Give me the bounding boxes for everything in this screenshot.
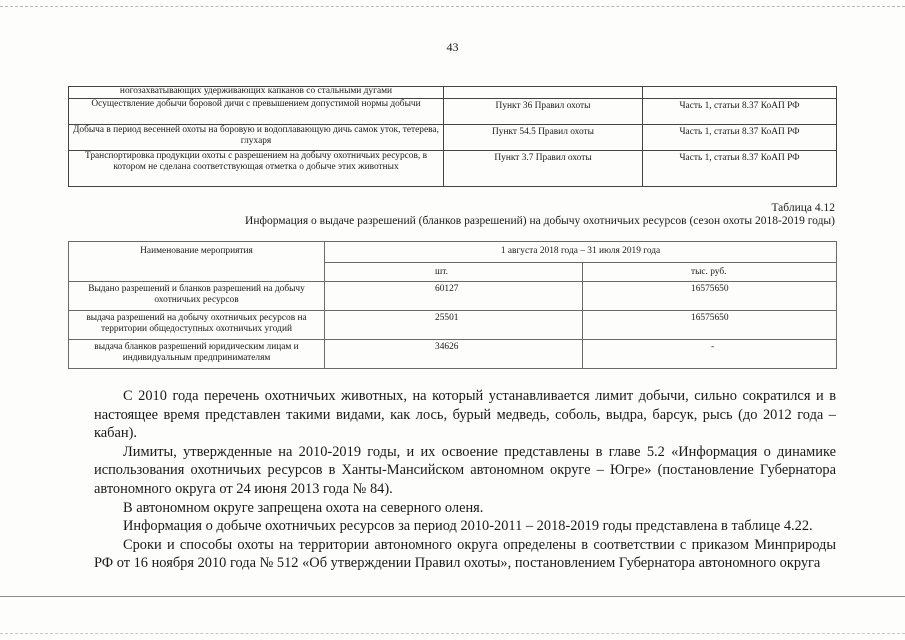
paragraph: В автономном округе запрещена охота на северного оленя.: [123, 499, 484, 516]
header-unit-sum: тыс. руб.: [583, 263, 837, 282]
table-caption-number: Таблица 4.12: [771, 202, 835, 214]
row-name-cell: выдача бланков разрешений юридическим лицам и индивидуальным предпринимателям: [69, 340, 325, 369]
article-cell: Часть 1, статьи 8.37 КоАП РФ: [643, 151, 837, 187]
permits-table: [68, 241, 837, 369]
scan-bottom-artifact: [0, 633, 905, 634]
header-period-cell: 1 августа 2018 года – 31 июля 2019 года: [325, 242, 837, 263]
table-row: [69, 125, 837, 151]
row-qty-cell: 25501: [325, 311, 583, 340]
row-name-cell: выдача разрешений на добычу охотничьих ресурсов на территории общедоступных охотничьих угодий: [69, 311, 325, 340]
rule-cell: [444, 87, 643, 99]
row-qty-cell: 34626: [325, 340, 583, 369]
table-row: [69, 151, 837, 187]
table-caption-title: Информация о выдаче разрешений (бланков разрешений) на добычу охотничьих ресурсов (сезон охоты 2018-2019 годы): [245, 215, 835, 227]
table-row: [69, 87, 837, 99]
rule-cell: Пункт 3.7 Правил охоты: [444, 151, 643, 187]
table-row: [69, 99, 837, 125]
rule-cell: Пункт 36 Правил охоты: [444, 99, 643, 125]
row-sum-cell: -: [583, 340, 837, 369]
article-cell: Часть 1, статьи 8.37 КоАП РФ: [643, 125, 837, 151]
paragraph: С 2010 года перечень охотничьих животных, на который устанавливается лимит добычи, сильно сократился и в настоящее время представлен такими видами, как лось, бурый медведь, соболь, выдра, барсук, рысь (до 2012 года – кабан).: [94, 388, 836, 442]
article-cell: Часть 1, статьи 8.37 КоАП РФ: [643, 99, 837, 125]
header-unit-qty: шт.: [325, 263, 583, 282]
row-name-cell: Выдано разрешений и бланков разрешений на добычу охотничьих ресурсов: [69, 282, 325, 311]
row-sum-cell: 16575650: [583, 311, 837, 340]
article-cell: [643, 87, 837, 99]
scan-top-artifact: [0, 6, 905, 7]
violations-table: [68, 86, 837, 187]
row-sum-cell: 16575650: [583, 282, 837, 311]
paragraph: Лимиты, утвержденные на 2010-2019 годы, и их освоение представлены в главе 5.2 «Информация о динамике использования охотничьих ресурсов в Ханты-Мансийском автономном округе – Югре» (постановление Губернатора автономного округа от 24 июня 2013 года № 84).: [94, 443, 836, 497]
paragraph: Информация о добыче охотничьих ресурсов за период 2010-2011 – 2018-2019 годы представлена в таблице 4.22.: [123, 518, 813, 535]
measure-cell: Добыча в период весенней охоты на боровую и водоплавающую дичь самок уток, тетерева, глухаря: [69, 125, 444, 151]
rule-cell: Пункт 54.5 Правил охоты: [444, 125, 643, 151]
bottom-rule: [0, 596, 905, 597]
table-header-row: [69, 242, 837, 263]
measure-cell: Транспортировка продукции охоты с разрешением на добычу охотничьих ресурсов, в котором не сделана соответствующая отметка о добыче этих животных: [69, 151, 444, 187]
row-qty-cell: 60127: [325, 282, 583, 311]
measure-cell: Осуществление добычи боровой дичи с превышением допустимой нормы добычи: [69, 99, 444, 125]
paragraph: Сроки и способы охоты на территории автономного округа определены в соответствии с приказом Минприроды РФ от 16 ноября 2010 года № 512 «Об утверждении Правил охоты», постановлением Губернатора автономного округа: [94, 536, 836, 572]
page-number: 43: [446, 40, 459, 54]
body-text: [94, 387, 836, 573]
table-row: [69, 340, 837, 369]
table-row: [69, 311, 837, 340]
table-row: [69, 282, 837, 311]
header-name-cell: Наименование мероприятия: [69, 242, 325, 282]
measure-cell: ногозахватывающих удерживающих капканов со стальными дугами: [69, 87, 444, 99]
